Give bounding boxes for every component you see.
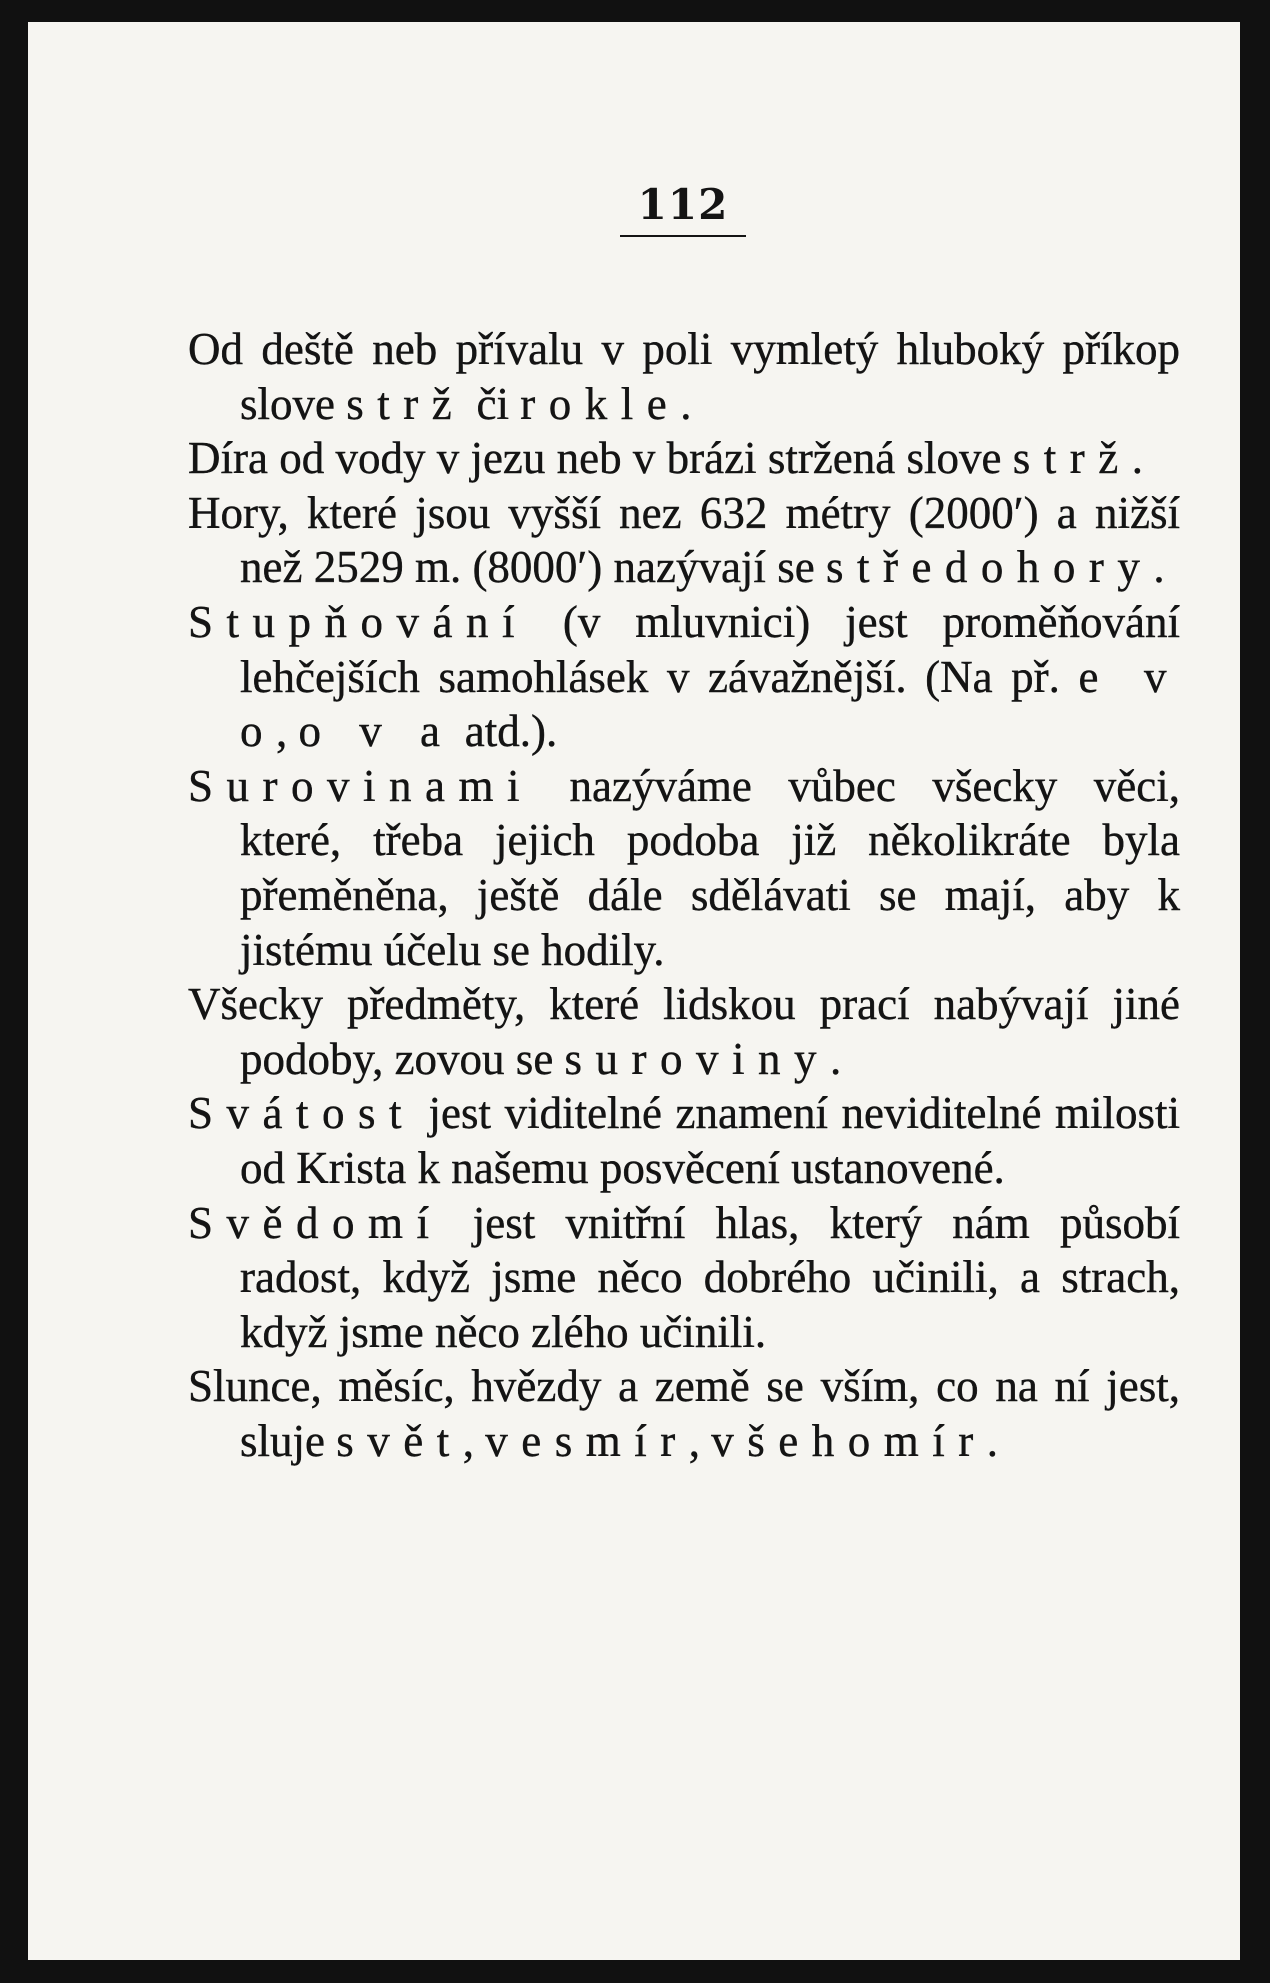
spaced-term: Stupňování: [188, 596, 529, 647]
entry-svet: Slunce, měsíc, hvězdy a země se vším, co na ní jest, sluje svět, vesmír, všehomír.: [188, 1361, 1180, 1466]
entry-suroviny: Všecky předměty, které lidskou prací nabývají jiné podoby, zovou se suroviny.: [188, 979, 1180, 1084]
spaced-term: o v a: [298, 706, 454, 757]
spaced-term: Svátost: [188, 1088, 416, 1139]
spaced-term: středohory: [825, 542, 1154, 593]
page-number: 112: [620, 180, 746, 237]
spaced-term: vesmír: [485, 1415, 689, 1466]
glossary-entries: [188, 322, 1180, 1468]
entry-svedomi: Svědomí jest vnitřní hlas, který nám působí radost, když jsme něco dobrého učinili, a strach, když jsme něco zlého učinili.: [188, 1197, 1180, 1357]
entry-strz: Díra od vody v jezu neb v brázi stržená slove strž.: [188, 433, 1143, 484]
spaced-term: Surovinami: [188, 760, 533, 811]
entry-stredohory: Hory, které jsou vyšší nez 632 métry (2000′) a nižší než 2529 m. (8000′) nazývají se středohory.: [188, 487, 1180, 593]
entry-stupnovani: Stupňování (v mluvnici) jest proměňování lehčejších samohlásek v závažnější. (Na př. e v o, o v a atd.).: [188, 596, 1180, 757]
entry-svatost: Svátost jest viditelné znamení neviditelné milosti od Krista k našemu posvěcení ustanovené.: [188, 1088, 1180, 1193]
book-page: [28, 22, 1240, 1960]
spaced-term: svět: [336, 1415, 463, 1466]
entry-strz-rokle: Od deště neb přívalu v poli vymletý hluboký příkop slove strž či rokle.: [188, 324, 1180, 429]
spaced-term: strž: [1012, 433, 1132, 484]
spaced-term: e v o: [240, 651, 1180, 757]
spaced-term: suroviny: [564, 1033, 831, 1084]
spaced-term: Svědomí: [188, 1197, 443, 1248]
entry-surovinami: Surovinami nazýváme vůbec všecky věci, které, třeba jejich podoba již několikráte byla přeměněna, ještě dále sdělávati se mají, aby k jistému účelu se hodily.: [188, 760, 1180, 975]
spaced-term: všehomír: [711, 1415, 987, 1466]
spaced-term: strž: [346, 378, 466, 429]
spaced-term: rokle: [520, 378, 681, 429]
